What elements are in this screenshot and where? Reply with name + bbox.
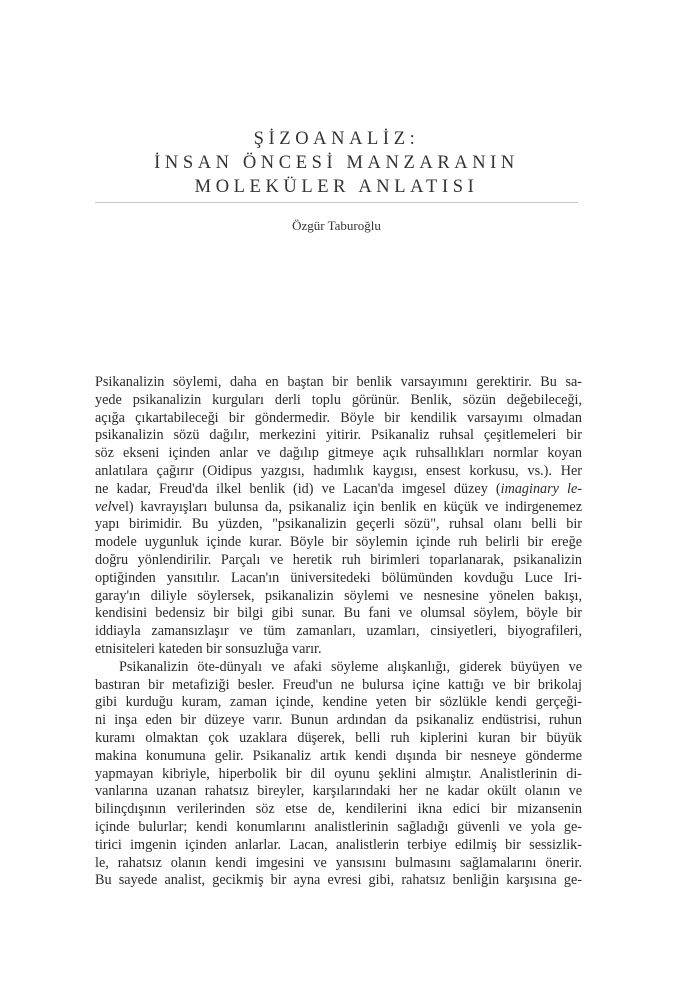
italic-term: vel — [95, 498, 112, 515]
body-line: söz ekseni içinden anlar ve dağılıp gitmeye açık ruhsallıkları normlar koyan — [95, 445, 582, 462]
body-line-segment: ne kadar, Freud'da ilkel benlik (id) ve Lacan'da imgesel düzey ( — [95, 480, 501, 497]
body-line: Bu sayede analist, gecikmiş bir ayna evresi gibi, rahatsız benliğin karşısına ge- — [95, 872, 582, 889]
paragraph-start-line: Psikanalizin öte-dünyalı ve afaki söyleme alışkanlığı, giderek büyüyen ve — [119, 658, 582, 675]
body-line: açığa çıkartabileceği bir göndermedir. Böyle bir kendilik varsayımı olmadan — [95, 409, 582, 426]
body-line: le, rahatsız olanın kendi imgesini ve yansısını bulmasını sağlamalarını önerir. — [95, 854, 582, 871]
title-line-2: İNSAN ÖNCESİ MANZARANIN — [154, 153, 519, 173]
body-line: vanlarına uzanan rahatsız bireyler, karşılarındaki her ne kadar okült olanın ve — [95, 783, 582, 800]
body-line: iddiayla zamansızlaşır ve tüm zamanları, uzamları, cinsiyetleri, biyografileri, — [95, 623, 582, 640]
body-line: kuramı olmaktan çok uzaklara düşerek, belli ruh kiplerini kuran bir büyük — [95, 729, 582, 746]
body-line: Psikanalizin söylemi, daha en baştan bir benlik varsayımını gerektirir. Bu sa- — [95, 374, 582, 390]
italic-term: imaginary le- — [500, 480, 582, 497]
body-line: psikanalizin sözü dağılır, merkezini yitirir. Psikanaliz ruhsal çeşitlemeleri bir — [95, 427, 582, 444]
body-line: ni inşa eden bir düzeye varır. Bunun ardından da psikanaliz endüstrisi, ruhun — [95, 712, 582, 729]
body-line: içinde bulurlar; kendi konumlarını analistlerinin sağladığı güvenli ve yola ge- — [95, 818, 582, 835]
body-line: makina konumuna gelir. Psikanaliz artık kendi dışında bir nesneye gönderme — [95, 747, 582, 764]
title-divider — [95, 202, 578, 203]
body-line: bilinçdışının verilerinden söz etse de, kendilerini ikna edici bir mizansenin — [95, 801, 582, 818]
body-line: kendisini bedensiz bir bilgi gibi sunar. Bu fani ve olumsal söylem, böyle bir — [95, 605, 582, 622]
body-line-segment: vel) kavrayışları bulunsa da, psikanaliz için benlik en küçük ve indirgenemez — [111, 498, 582, 515]
chapter-title — [95, 127, 578, 199]
body-line: doğru yönlendirilir. Parçalı ve heretik ruh birimleri toparlanarak, psikanalizin — [95, 551, 582, 568]
body-line: yapı birimidir. Bu yüzden, "psikanalizin geçerli sözü", ruhsal olanı belli bir — [95, 516, 582, 533]
paragraph-end-line: etnisiteleri kateden bir sonsuzluğa varır. — [95, 640, 322, 657]
body-line: tirici imgenin içinden anlarlar. Lacan, analistlerin terbiye edilmiş bir sessizlik- — [95, 836, 582, 853]
body-line-mixed — [95, 499, 582, 517]
body-line: optiğinden yansıtılır. Lacan'ın üniversitedeki bölümünden kovduğu Luce Iri- — [95, 569, 582, 586]
body-line: gibi kurduğu kuram, zaman içinde, kendine yeten bir sözlükle kendi gerçeği- — [95, 694, 582, 711]
body-text — [95, 374, 582, 890]
body-line: garay'ın diliyle söylersek, psikanalizin söylemi ve nesnesine yönelen bakışı, — [95, 587, 582, 604]
body-line: yapmayan kibriyle, hiperbolik bir dil oyunu şeklini almıştır. Analistlerinin di- — [95, 765, 582, 782]
title-line-3: MOLEKÜLER ANLATISI — [194, 177, 479, 197]
body-line: modele uygunluk içinde kurar. Böyle bir söylemin içinde ruh belirli bir ereğe — [95, 534, 582, 551]
title-line-1: ŞİZOANALİZ: — [253, 129, 420, 149]
body-line: bastıran bir metafiziği besler. Freud'un ne bulursa içine kattığı ve bir brikolaj — [95, 676, 582, 693]
body-line: yede psikanalizin kurguları derli toplu görünür. Benlik, sözün değebileceği, — [95, 391, 582, 408]
body-line-mixed — [95, 481, 582, 499]
body-line: anlatılara çağırır (Oidipus yazgısı, hadımlık kaygısı, ensest korkusu, vs.). Her — [95, 462, 582, 479]
author-name: Özgür Taburoğlu — [292, 218, 381, 233]
